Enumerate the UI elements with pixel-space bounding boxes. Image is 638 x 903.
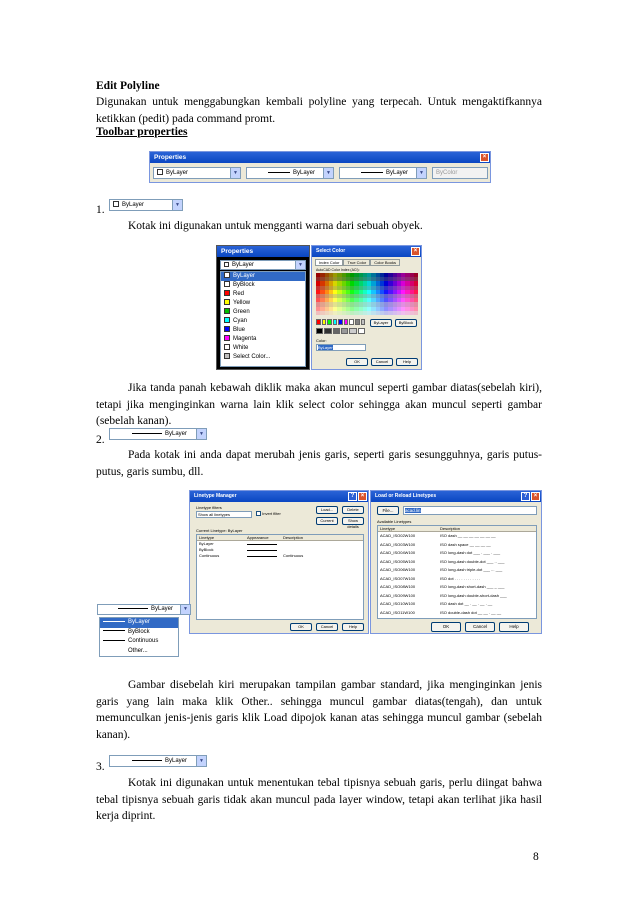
aci-subtitle: AutoCAD Color Index (ACI):	[316, 268, 360, 272]
linetype-filter-value: Show all linetypes	[198, 512, 231, 517]
table-row[interactable]	[378, 566, 536, 575]
linetype-dropdown-list	[99, 617, 179, 657]
standard-color-cell[interactable]	[355, 319, 360, 325]
lineweight-sample-icon	[361, 172, 383, 173]
properties-toolbar-title: Properties	[154, 154, 187, 161]
color-option-label: ByBlock	[233, 282, 255, 288]
standard-color-cell[interactable]	[333, 319, 338, 325]
color-dropdown-title: Properties	[221, 248, 254, 255]
color-option-label: Yellow	[233, 300, 251, 306]
linetype-description: ISO dash __ __ __ __ __ __ __	[440, 533, 496, 538]
header-linetype[interactable]: Linetype	[199, 535, 215, 540]
standard-color-cell[interactable]	[349, 319, 354, 325]
item1-color-combo[interactable]	[109, 199, 183, 211]
color-option[interactable]	[221, 335, 305, 344]
color-field-input[interactable]	[316, 344, 366, 351]
gray-color-cell[interactable]	[349, 328, 356, 334]
color-option-label: Magenta	[233, 336, 257, 342]
close-icon[interactable]: ×	[411, 247, 420, 256]
tab-true-color[interactable]: True Color	[343, 259, 370, 266]
color-swatch-icon	[224, 344, 230, 350]
linetype-option-label: Continuous	[128, 638, 159, 644]
standard-color-cell[interactable]	[361, 319, 366, 325]
linetype-description: ISO long-dash triple-dot ___ ... ___	[440, 567, 503, 572]
linetype-name: ACAD_ISO07W100	[380, 575, 416, 581]
table-row[interactable]	[378, 600, 536, 609]
invert-filter-label: Invert filter	[262, 511, 281, 516]
color-option-label: ByLayer	[233, 273, 256, 279]
color-dropdown-combo[interactable]	[220, 260, 306, 270]
item2-explanation: Gambar disebelah kiri merupakan tampilan gambar standard, jika menginginkan jenis garis yang lain maka klik Other.. sehingga muncul gambar diatas(tengah), dan untuk memunculkan jenis-jenis garis klik Load dipojok kanan atas sehingga muncul gambar (sebelah kanan).	[96, 679, 542, 741]
color-swatch-icon	[224, 308, 230, 314]
current-button[interactable]: Current	[316, 517, 338, 525]
color-swatch-icon	[157, 169, 163, 175]
item3-description: Kotak ini digunakan untuk menentukan tebal tipisnya sebuah garis, perlu diingat bahwa tebal tipisnya sebuah garis tidak akan muncul pada layer window, tetapi akan terlihat jika hasil kerja diprint.	[96, 777, 542, 822]
color-field-value: ByLayer	[318, 345, 333, 350]
linetype-filter-select[interactable]	[196, 511, 252, 518]
linetype-name: ACAD_ISO11W100	[380, 609, 415, 615]
ok-button[interactable]: OK	[346, 358, 368, 366]
linetype-description: ISO long-dash short-dash ___ _ ___	[440, 584, 505, 589]
standard-color-cell[interactable]	[327, 319, 332, 325]
color-option[interactable]	[221, 326, 305, 335]
load-linetypes-title: Load or Reload Linetypes	[375, 493, 437, 499]
color-option-label: Green	[233, 309, 250, 315]
gray-colors-row[interactable]	[316, 328, 366, 334]
help-icon[interactable]: ?	[348, 492, 357, 501]
load-linetypes-titlebar	[371, 491, 541, 502]
linetype-option-label: ByBlock	[128, 628, 150, 635]
gray-color-cell[interactable]	[358, 328, 365, 334]
help-button[interactable]: Help	[499, 622, 529, 632]
lineweight-combo-value: ByLayer	[385, 170, 408, 176]
linetype-option[interactable]	[100, 628, 178, 638]
gray-color-cell[interactable]	[324, 328, 331, 334]
section-title-edit-polyline: Edit Polyline	[96, 80, 160, 92]
linetype-name: ByLayer	[199, 541, 214, 546]
linetype-dropdown-combo-value: ByLayer	[150, 606, 173, 612]
linetype-manager-titlebar	[190, 491, 368, 502]
delete-button[interactable]: Delete	[342, 506, 364, 514]
color-option[interactable]	[221, 290, 305, 299]
help-icon[interactable]: ?	[521, 492, 530, 501]
linetype-sample-icon	[103, 621, 125, 622]
item1-combo-value: ByLayer	[122, 202, 145, 208]
properties-toolbar-titlebar	[150, 152, 490, 163]
item2-combo-value: ByLayer	[164, 431, 187, 437]
color-dropdown-window	[216, 245, 310, 370]
linetype-appearance	[247, 556, 277, 557]
linetype-description: Continuous	[283, 553, 304, 558]
linetype-combo[interactable]	[246, 167, 334, 179]
linetype-appearance	[247, 544, 277, 545]
color-option[interactable]	[221, 353, 305, 362]
current-linetype-label: Current Linetype: ByLayer	[196, 528, 243, 533]
gray-color-cell[interactable]	[341, 328, 348, 334]
ok-button[interactable]: OK	[290, 623, 312, 631]
close-icon[interactable]: ×	[358, 492, 367, 501]
plotstyle-combo-value: ByColor	[436, 170, 458, 176]
standard-color-cell[interactable]	[338, 319, 343, 325]
plotstyle-combo	[432, 167, 488, 179]
select-color-dialog	[311, 245, 422, 370]
load-button[interactable]: Load...	[316, 506, 338, 514]
color-option[interactable]	[221, 317, 305, 326]
item1-description: Kotak ini digunakan untuk mengganti warna dari sebuah obyek.	[128, 220, 423, 232]
lineweight-combo[interactable]	[339, 167, 427, 179]
invert-filter-checkbox[interactable]	[256, 511, 281, 516]
select-color-title: Select Color	[316, 248, 346, 254]
table-row[interactable]	[378, 558, 536, 567]
color-combo[interactable]	[153, 167, 241, 179]
standard-color-cell[interactable]	[322, 319, 327, 325]
select-color-tabs	[315, 259, 400, 267]
available-linetypes-label: Available Linetypes	[377, 519, 412, 524]
linetype-sample-icon	[132, 433, 162, 434]
chevron-down-icon[interactable]: ▼	[230, 168, 240, 178]
item-number-1: 1.	[96, 204, 105, 216]
chevron-down-icon[interactable]: ▼	[416, 168, 426, 178]
table-row[interactable]	[378, 592, 536, 601]
color-swatch-icon	[224, 272, 230, 278]
linetype-description: ISO double-dash dot __ __ . __ __	[440, 609, 502, 615]
color-option[interactable]	[221, 272, 305, 281]
color-option-label: White	[233, 345, 249, 351]
table-row[interactable]	[197, 553, 363, 559]
color-dropdown-titlebar	[217, 246, 309, 257]
linetype-option[interactable]	[100, 618, 178, 628]
file-name-value: acad.lin	[405, 508, 421, 513]
linetype-rows	[197, 541, 363, 559]
item-number-2: 2.	[96, 434, 105, 446]
color-swatch-icon	[224, 326, 230, 332]
color-option-label: Select Color...	[233, 354, 271, 360]
linetype-option[interactable]	[100, 637, 178, 647]
linetype-name: ByBlock	[199, 547, 214, 552]
chevron-down-icon[interactable]: ▼	[172, 200, 182, 210]
linetype-description: ISO long-dash double-short-dash ___	[440, 592, 507, 598]
cancel-button[interactable]: Cancel	[465, 622, 495, 632]
linetype-filters-label: Linetype filters	[196, 505, 222, 510]
table-row[interactable]	[378, 549, 536, 558]
header-description[interactable]: Description	[440, 526, 461, 531]
properties-toolbar-window	[149, 151, 491, 183]
linetype-appearance	[247, 550, 277, 551]
chevron-down-icon[interactable]: ▼	[196, 756, 206, 766]
gray-color-cell[interactable]	[333, 328, 340, 334]
chevron-down-icon[interactable]: ▼	[323, 168, 333, 178]
help-button[interactable]: Help	[342, 623, 364, 631]
palette-cell[interactable]	[414, 311, 418, 315]
color-option[interactable]	[221, 281, 305, 290]
table-row[interactable]	[378, 609, 536, 618]
checkbox-icon[interactable]	[256, 511, 261, 516]
load-linetypes-dialog	[370, 490, 542, 634]
item2-linetype-combo[interactable]	[109, 428, 207, 440]
linetype-option-label: ByLayer	[128, 619, 151, 625]
linetype-name: ACAD_ISO06W100	[380, 567, 416, 572]
standard-color-cell[interactable]	[316, 319, 321, 325]
paragraph-edit-polyline: Digunakan untuk menggabungkan kembali polyline yang terpecah. Untuk mengaktifkannya ketikkan (pedit) pada command promt.	[96, 96, 542, 125]
available-linetype-rows	[378, 532, 536, 617]
color-dropdown-list	[220, 271, 306, 367]
linetype-name: ACAD_ISO10W100	[380, 601, 416, 606]
header-appearance[interactable]: Appearance	[247, 535, 269, 540]
bylayer-button[interactable]: ByLayer	[370, 319, 392, 327]
linetype-manager-title: Linetype Manager	[194, 493, 237, 499]
linetype-sample-icon	[103, 640, 125, 641]
lineweight-sample-icon	[132, 760, 162, 761]
select-color-titlebar	[312, 246, 421, 257]
color-dropdown-combo-value: ByLayer	[232, 262, 255, 268]
standard-color-cell[interactable]	[344, 319, 349, 325]
table-row[interactable]	[378, 575, 536, 584]
table-row[interactable]	[378, 541, 536, 550]
file-button[interactable]: File...	[377, 506, 399, 515]
chevron-down-icon[interactable]: ▼	[295, 261, 305, 269]
item2-description: Pada kotak ini anda dapat merubah jenis garis, seperti garis sesungguhnya, garis putus-putus, garis sumbu, dll.	[96, 449, 542, 478]
linetype-list	[196, 534, 364, 620]
item1-explanation: Jika tanda panah kebawah diklik maka akan muncul seperti gambar diatas(sebelah kiri), tetapi jika menginginkan warna lain klik select color sehingga akan muncul seperti gambar (sebelah kanan).	[96, 382, 542, 427]
item3-combo-value: ByLayer	[164, 758, 187, 764]
ok-button[interactable]: OK	[431, 622, 461, 632]
linetype-option[interactable]	[100, 647, 178, 657]
color-option-label: Red	[233, 291, 245, 297]
aci-color-palette[interactable]	[316, 273, 418, 315]
standard-colors-row[interactable]	[316, 319, 366, 325]
available-linetypes-list	[377, 525, 537, 619]
linetype-sample-icon	[268, 172, 290, 173]
table-row[interactable]	[378, 532, 536, 541]
color-swatch-icon	[224, 353, 230, 359]
color-swatch-icon	[113, 201, 119, 207]
chevron-down-icon[interactable]: ▼	[180, 605, 190, 614]
color-swatch-icon	[224, 335, 230, 341]
tab-index-color[interactable]: Index Color	[315, 259, 343, 266]
linetype-name: ACAD_ISO08W100	[380, 584, 416, 589]
color-option[interactable]	[221, 299, 305, 308]
section-title-toolbar-properties: Toolbar properties	[96, 126, 188, 138]
linetype-combo-value: ByLayer	[292, 170, 315, 176]
linetype-description: ISO long-dash double-dot ___ .. ___	[440, 558, 505, 564]
linetype-description: ISO dash dot __ . __ . __ . __	[440, 601, 493, 606]
linetype-description: ISO long-dash dot ___ . ___ . ___	[440, 550, 501, 555]
byblock-button[interactable]: ByBlock	[395, 319, 417, 327]
close-icon[interactable]: ×	[531, 492, 540, 501]
color-swatch-icon	[224, 299, 230, 305]
color-field-label: Color:	[316, 338, 327, 343]
show-details-button[interactable]: Show details	[342, 517, 364, 525]
header-description[interactable]: Description	[283, 535, 304, 540]
header-linetype[interactable]: Linetype	[380, 526, 396, 531]
linetype-sample-icon	[118, 608, 148, 609]
cancel-button[interactable]: Cancel	[371, 358, 393, 366]
linetype-name: ACAD_ISO05W100	[380, 558, 416, 564]
page-number: 8	[533, 851, 539, 863]
cancel-button[interactable]: Cancel	[316, 623, 338, 631]
color-swatch-icon	[224, 281, 230, 287]
item-number-3: 3.	[96, 761, 105, 773]
linetype-name: ACAD_ISO02W100	[380, 533, 416, 538]
linetype-name: Continuous	[199, 553, 220, 558]
tab-color-books[interactable]: Color Books	[370, 259, 400, 266]
table-row[interactable]	[378, 583, 536, 592]
linetype-name: ACAD_ISO04W100	[380, 550, 416, 555]
linetype-manager-dialog	[189, 490, 369, 634]
color-swatch-icon	[224, 290, 230, 296]
help-button[interactable]: Help	[396, 358, 418, 366]
linetype-description: ISO dot . . . . . . . . . . . .	[440, 575, 481, 581]
linetype-name: ACAD_ISO03W100	[380, 541, 416, 547]
linetype-dropdown-combo[interactable]	[97, 604, 191, 615]
linetype-option-label: Other...	[128, 647, 148, 654]
linetype-description: ISO dash space __ __ __ __	[440, 541, 491, 547]
color-combo-value: ByLayer	[166, 170, 189, 176]
file-name-input[interactable]	[403, 506, 537, 515]
color-swatch-icon	[224, 262, 229, 267]
color-option[interactable]	[221, 344, 305, 353]
color-swatch-icon	[224, 317, 230, 323]
chevron-down-icon[interactable]: ▼	[196, 429, 206, 439]
item3-lineweight-combo[interactable]	[109, 755, 207, 767]
close-icon[interactable]: ×	[480, 153, 489, 162]
color-option-label: Blue	[233, 327, 246, 333]
linetype-name: ACAD_ISO09W100	[380, 592, 416, 598]
gray-color-cell[interactable]	[316, 328, 323, 334]
color-option[interactable]	[221, 308, 305, 317]
color-option-label: Cyan	[233, 318, 248, 324]
linetype-sample-icon	[103, 630, 125, 631]
